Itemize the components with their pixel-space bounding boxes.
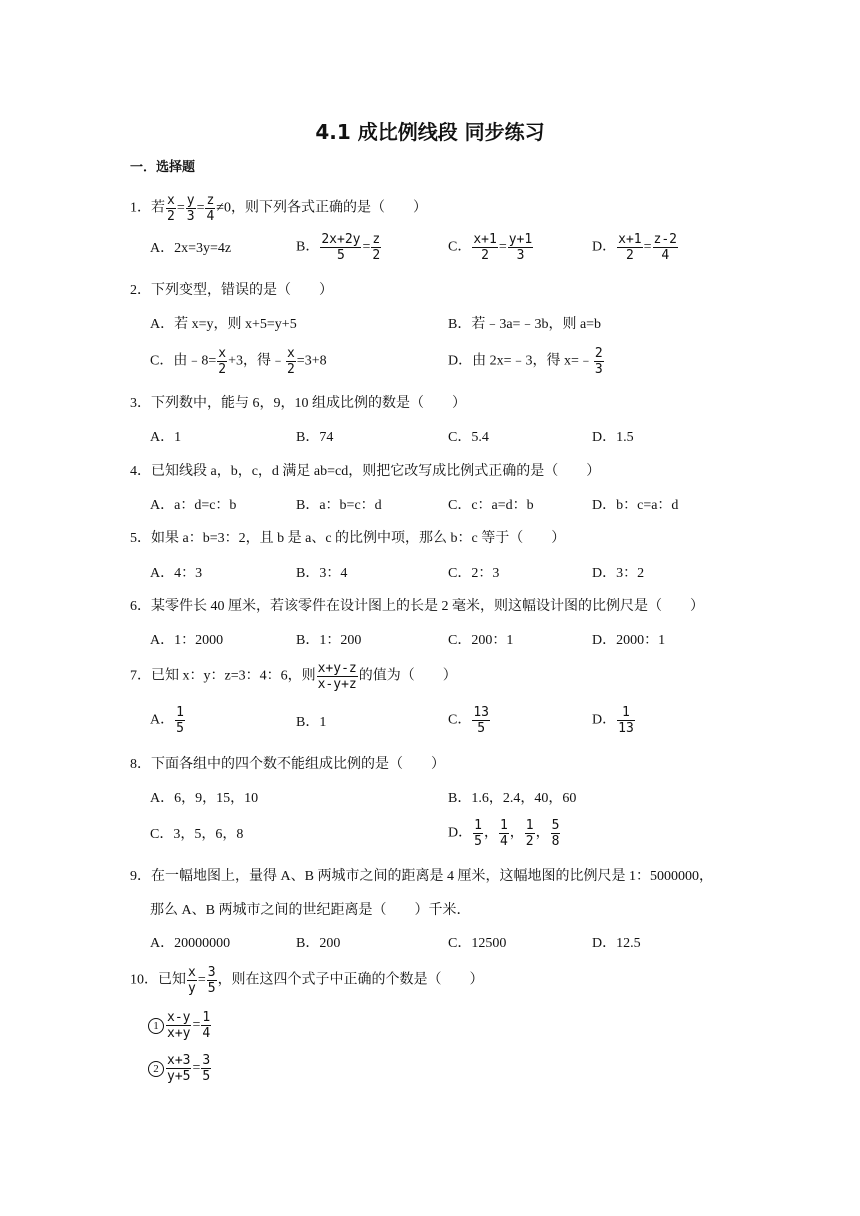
q8-option-d: D． $\frac{1}{5}$ ， $\frac{1}{4}$ ， $\frac{1}{2}$ ， $\frac{5}{8}$ <box>448 818 560 849</box>
q4-option-b: B．a：b=c：d <box>296 498 382 513</box>
circled-number: 2 <box>148 1061 164 1077</box>
q9-option-a: A．20000000 <box>150 936 231 951</box>
q3-option-b: B．74 <box>296 430 334 445</box>
question-8-stem: 8．下面各组中的四个数不能组成比例的是（ ） <box>130 757 445 772</box>
circled-number: 1 <box>148 1018 164 1034</box>
q7-option-b: B．1 <box>296 715 327 730</box>
q1-option-c: C． $\frac{x+1}{2}$ = $\frac{y+1}{3}$ <box>448 232 533 263</box>
q7-option-d: D． $\frac{1}{13}$ <box>592 705 634 736</box>
q4-option-d: D．b：c=a：d <box>592 498 679 513</box>
question-10-stem: 10．已知 $\frac{x}{y}$ = $\frac{3}{5}$ ，则在这四个式子中正确的个数是（ ） <box>130 965 484 996</box>
q5-option-d: D．3：2 <box>592 566 645 581</box>
q4-option-a: A．a：d=c：b <box>150 498 237 513</box>
q5-option-c: C．2：3 <box>448 566 500 581</box>
q10-item-1: 1 $\frac{x-y}{x+y}$ = $\frac{1}{4}$ <box>148 1010 212 1041</box>
q6-option-b: B．1：200 <box>296 633 362 648</box>
q9-option-c: C．12500 <box>448 936 507 951</box>
fraction: $\frac{x}{2}$ <box>167 193 175 224</box>
q5-option-b: B．3：4 <box>296 566 348 581</box>
question-9-stem-line2: 那么 A、B 两城市之间的世纪距离是（ ）千米． <box>150 903 471 918</box>
q3-option-a: A．1 <box>150 430 182 445</box>
q1-option-b: B． $\frac{2x+2y}{5}$ = $\frac{z}{2}$ <box>296 232 381 263</box>
q2-option-c: C．由﹣8= $\frac{x}{2}$ +3，得﹣ $\frac{x}{2}$ =3+8 <box>150 346 327 377</box>
q9-option-d: D．12.5 <box>592 936 641 951</box>
q8-option-a: A．6，9，15，10 <box>150 791 259 806</box>
q4-option-c: C．c：a=d：b <box>448 498 534 513</box>
q10-item-2: 2 $\frac{x+3}{y+5}$ = $\frac{3}{5}$ <box>148 1053 212 1084</box>
q2-option-a: A．若 x=y，则 x+5=y+5 <box>150 317 297 332</box>
page-title: 4.1 成比例线段 同步练习 <box>315 120 545 144</box>
section-heading: 一．选择题 <box>130 160 196 175</box>
q6-option-c: C．200：1 <box>448 633 514 648</box>
question-7-stem: 7．已知 x：y：z=3：4：6，则 $\frac{x+y-z}{x-y+z}$ 的值为（ ） <box>130 661 457 692</box>
q1-option-a: A．2x=3y=4z <box>150 241 232 256</box>
q2-option-b: B．若﹣3a=﹣3b，则 a=b <box>448 317 602 332</box>
question-9-stem-line1: 9．在一幅地图上，量得 A、B 两城市之间的距离是 4 厘米，这幅地图的比例尺是 1：5000000， <box>130 869 713 884</box>
question-3-stem: 3．下列数中，能与 6，9，10 组成比例的数是（ ） <box>130 396 466 411</box>
fraction: $\frac{z}{4}$ <box>206 193 215 224</box>
q6-option-a: A．1：2000 <box>150 633 224 648</box>
q7-option-c: C． $\frac{13}{5}$ <box>448 705 489 736</box>
question-2-stem: 2．下列变型，错误的是（ ） <box>130 283 333 298</box>
question-6-stem: 6．某零件长 40 厘米，若该零件在设计图上的长是 2 毫米，则这幅设计图的比例尺是（ ） <box>130 599 704 614</box>
q7-option-a: A． $\frac{1}{5}$ <box>150 705 184 736</box>
question-1-stem: 1．若 $\frac{x}{2}$ = $\frac{y}{3}$ = $\frac{z}{4}$ ≠0，则下列各式正确的是（ ） <box>130 193 427 224</box>
q3-option-d: D．1.5 <box>592 430 634 445</box>
q1-option-d: D． $\frac{x+1}{2}$ = $\frac{z-2}{4}$ <box>592 232 677 263</box>
fraction: $\frac{y}{3}$ <box>186 193 195 224</box>
question-5-stem: 5．如果 a：b=3：2，且 b 是 a、c 的比例中项，那么 b：c 等于（ ） <box>130 531 566 546</box>
q6-option-d: D．2000：1 <box>592 633 666 648</box>
q8-option-c: C．3，5，6，8 <box>150 827 244 842</box>
q8-option-b: B．1.6，2.4，40，60 <box>448 791 577 806</box>
question-4-stem: 4．已知线段 a，b，c，d 满足 ab=cd，则把它改写成比例式正确的是（ ） <box>130 464 601 479</box>
q9-option-b: B．200 <box>296 936 341 951</box>
q5-option-a: A．4：3 <box>150 566 203 581</box>
q3-option-c: C．5.4 <box>448 430 489 445</box>
q2-option-d: D．由 2x=﹣3，得 x=﹣ $\frac{2}{3}$ <box>448 346 603 377</box>
